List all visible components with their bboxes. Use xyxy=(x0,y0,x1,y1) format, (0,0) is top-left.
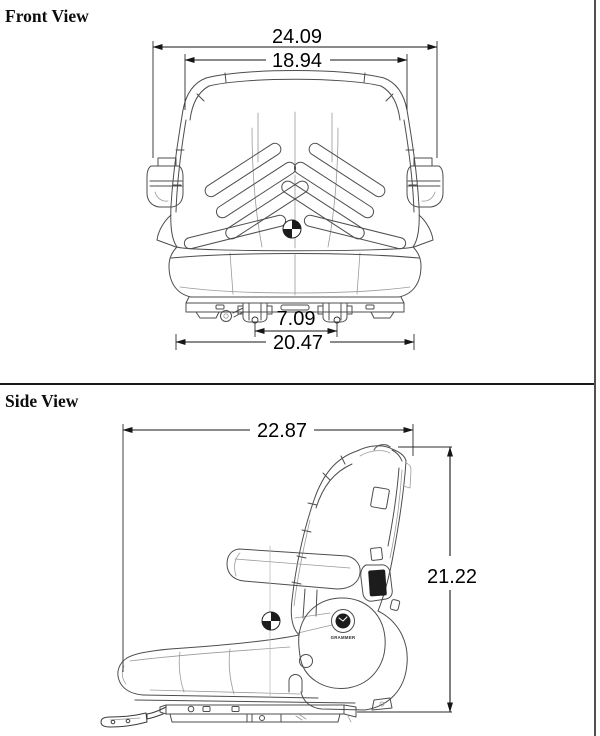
side-slide-lever xyxy=(101,707,166,727)
side-cushion xyxy=(118,635,318,698)
front-mount-spacing-label: 7.09 xyxy=(276,308,316,330)
front-overall-width-label: 24.09 xyxy=(271,26,323,48)
front-base-width-label: 20.47 xyxy=(272,332,324,354)
page-right-border xyxy=(594,0,596,736)
grammer-logo-text: GRAMMER xyxy=(330,635,356,640)
front-view-title: Front View xyxy=(5,6,89,26)
side-view-title: Side View xyxy=(5,391,79,411)
front-cushion xyxy=(169,247,421,297)
side-overall-height-label: 21.22 xyxy=(426,566,478,588)
section-divider xyxy=(0,383,596,385)
side-view-section xyxy=(0,385,600,736)
front-seat-art xyxy=(147,71,443,323)
side-adjust-switch xyxy=(361,547,400,610)
side-recliner-panel xyxy=(289,598,407,710)
front-backrest-width-label: 18.94 xyxy=(271,50,323,72)
side-view-drawing xyxy=(0,385,600,736)
center-of-gravity-icon xyxy=(283,220,301,238)
side-dimension-lines xyxy=(123,424,452,712)
grammer-logo-icon xyxy=(332,610,355,633)
front-adjust-lever xyxy=(221,308,244,322)
center-of-gravity-icon xyxy=(262,612,280,630)
side-seat-art xyxy=(101,445,411,727)
side-backrest xyxy=(291,445,411,635)
side-overall-depth-label: 22.87 xyxy=(256,420,308,442)
side-rails xyxy=(135,700,356,722)
